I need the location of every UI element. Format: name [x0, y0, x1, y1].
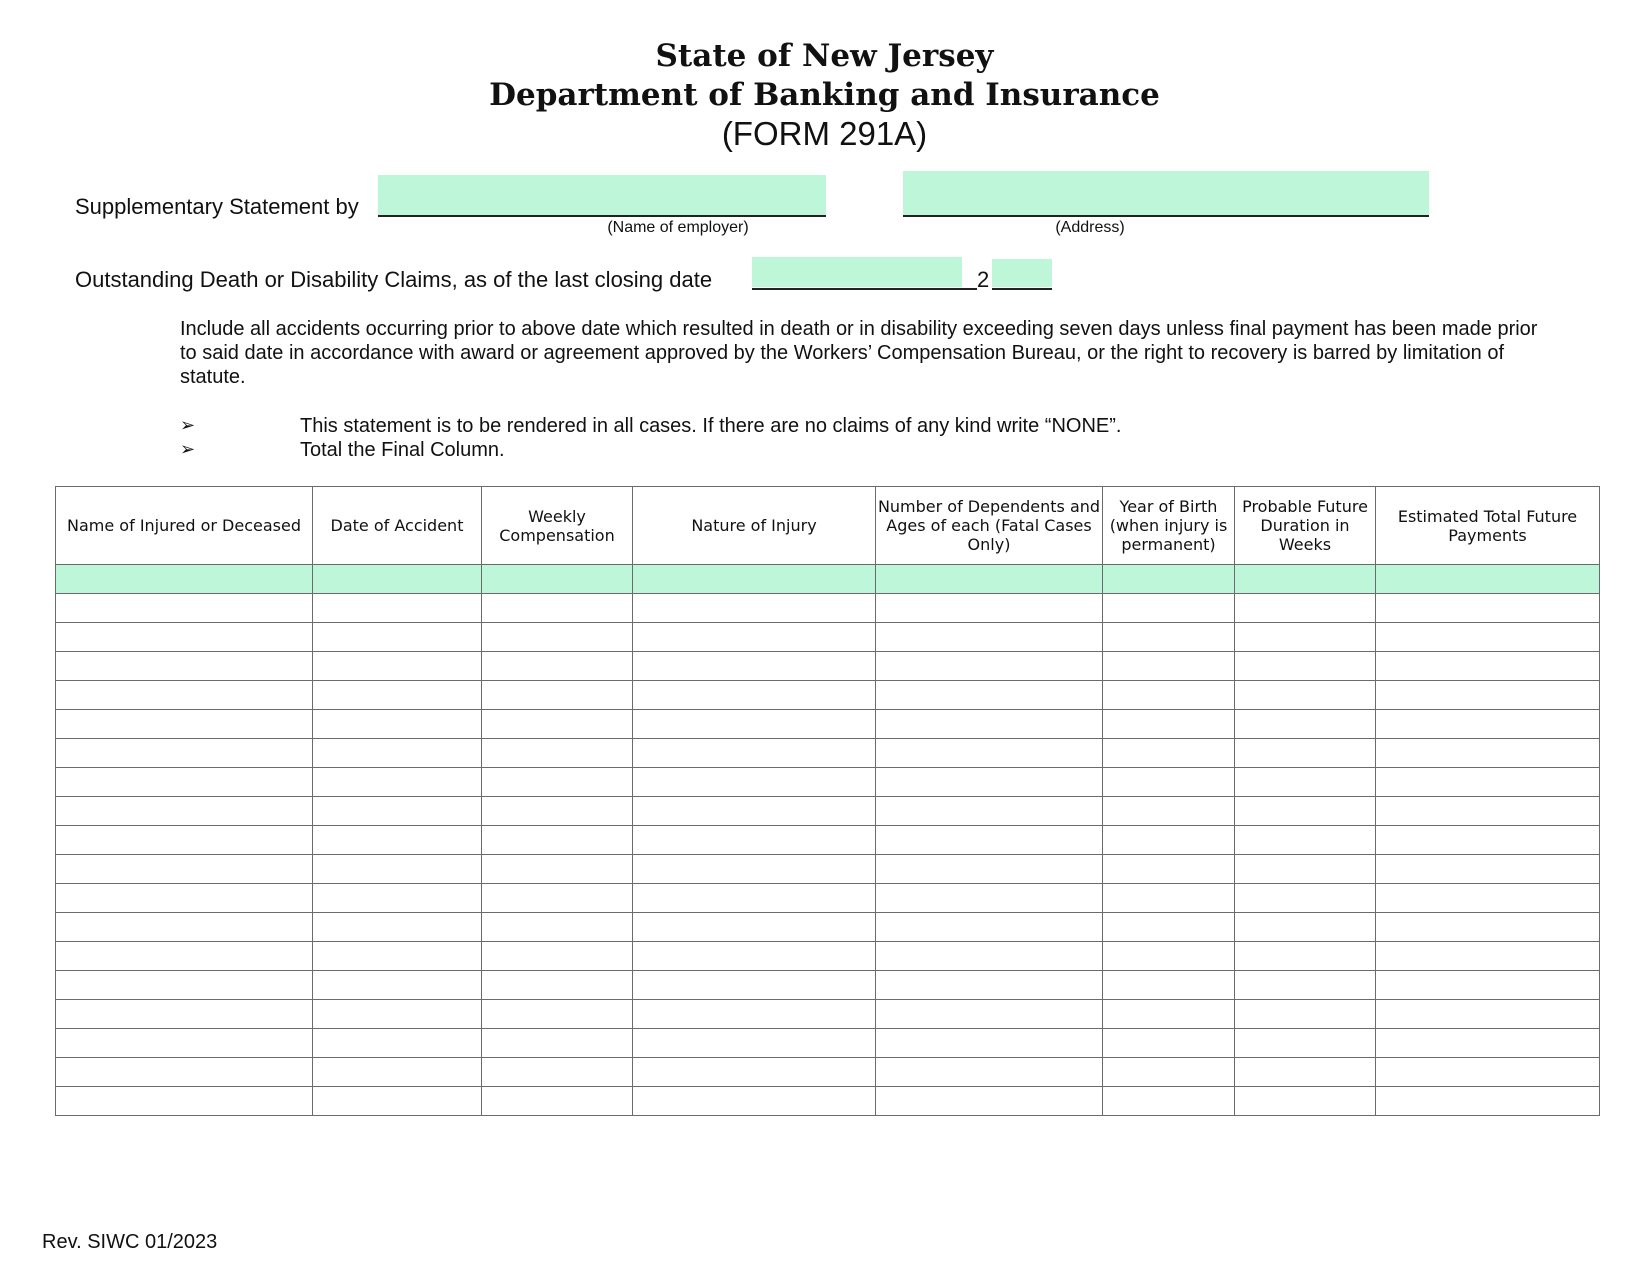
table-cell[interactable] [1376, 623, 1600, 652]
table-cell[interactable] [482, 652, 633, 681]
table-row [56, 884, 1600, 913]
table-cell[interactable] [1103, 1000, 1235, 1029]
table-cell[interactable] [876, 913, 1103, 942]
table-cell[interactable] [876, 826, 1103, 855]
table-cell[interactable] [1376, 1058, 1600, 1087]
table-cell[interactable] [1103, 884, 1235, 913]
col-header-name: Name of Injured or Deceased [56, 487, 313, 565]
table-cell[interactable] [1376, 855, 1600, 884]
table-cell[interactable] [56, 826, 313, 855]
table-cell[interactable] [1376, 565, 1600, 594]
revision-label: Rev. SIWC 01/2023 [42, 1231, 218, 1253]
table-cell[interactable] [876, 710, 1103, 739]
table-cell[interactable] [313, 739, 482, 768]
table-cell[interactable] [633, 681, 876, 710]
col-header-date: Date of Accident [313, 487, 482, 565]
table-cell[interactable] [633, 565, 876, 594]
table-cell[interactable] [633, 1087, 876, 1116]
table-cell[interactable] [633, 971, 876, 1000]
table-cell[interactable] [56, 710, 313, 739]
table-cell[interactable] [1103, 739, 1235, 768]
table-cell[interactable] [1235, 913, 1376, 942]
table-cell[interactable] [876, 1029, 1103, 1058]
table-cell[interactable] [313, 623, 482, 652]
closing-date-underline [752, 288, 977, 290]
claims-table [55, 486, 1600, 1116]
table-cell[interactable] [633, 1000, 876, 1029]
table-cell[interactable] [313, 1087, 482, 1116]
outstanding-label: Outstanding Death or Disability Claims, as of the last closing date [75, 267, 713, 292]
table-cell[interactable] [482, 594, 633, 623]
table-cell[interactable] [313, 855, 482, 884]
table-cell[interactable] [633, 1029, 876, 1058]
table-cell[interactable] [876, 797, 1103, 826]
table-cell[interactable] [313, 768, 482, 797]
table-cell[interactable] [56, 884, 313, 913]
table-cell[interactable] [482, 826, 633, 855]
table-cell[interactable] [1103, 1029, 1235, 1058]
table-cell[interactable] [56, 623, 313, 652]
table-cell[interactable] [482, 623, 633, 652]
table-cell[interactable] [313, 681, 482, 710]
table-cell[interactable] [482, 681, 633, 710]
table-cell[interactable] [56, 913, 313, 942]
col-header-dependents: Number of Dependents and Ages of each (Fatal Cases Only) [876, 487, 1103, 565]
table-row [56, 565, 1600, 594]
table-cell[interactable] [482, 739, 633, 768]
table-cell[interactable] [56, 797, 313, 826]
form-number: (FORM 291A) [721, 115, 928, 152]
table-cell[interactable] [313, 652, 482, 681]
table-cell[interactable] [1235, 565, 1376, 594]
table-cell[interactable] [1235, 1058, 1376, 1087]
table-cell[interactable] [56, 1058, 313, 1087]
table-cell[interactable] [1376, 913, 1600, 942]
table-cell[interactable] [1376, 739, 1600, 768]
table-row [56, 623, 1600, 652]
statement-label: Supplementary Statement by [75, 194, 359, 219]
table-cell[interactable] [1235, 826, 1376, 855]
table-cell[interactable] [1235, 768, 1376, 797]
col-header-birth-year: Year of Birth (when injury is permanent) [1103, 487, 1235, 565]
table-cell[interactable] [1376, 594, 1600, 623]
table-row [56, 913, 1600, 942]
table-cell[interactable] [1103, 971, 1235, 1000]
table-cell[interactable] [1103, 1087, 1235, 1116]
table-cell[interactable] [1235, 855, 1376, 884]
table-cell[interactable] [1103, 1058, 1235, 1087]
table-cell[interactable] [482, 884, 633, 913]
table-row [56, 739, 1600, 768]
col-header-duration: Probable Future Duration in Weeks [1235, 487, 1376, 565]
table-cell[interactable] [1103, 826, 1235, 855]
table-cell[interactable] [1103, 913, 1235, 942]
table-cell[interactable] [482, 1058, 633, 1087]
table-cell[interactable] [482, 1029, 633, 1058]
table-cell[interactable] [56, 971, 313, 1000]
table-row [56, 826, 1600, 855]
table-cell[interactable] [1376, 1029, 1600, 1058]
table-header-row [56, 487, 1600, 565]
table-cell[interactable] [876, 884, 1103, 913]
table-cell[interactable] [56, 681, 313, 710]
table-cell[interactable] [313, 942, 482, 971]
table-cell[interactable] [1103, 681, 1235, 710]
table-cell[interactable] [1235, 681, 1376, 710]
table-cell[interactable] [1376, 826, 1600, 855]
table-cell[interactable] [876, 681, 1103, 710]
table-cell[interactable] [876, 739, 1103, 768]
bullet-text: Total the Final Column. [300, 439, 505, 461]
table-cell[interactable] [1235, 739, 1376, 768]
form-title-department: Department of Banking and Insurance [489, 77, 1160, 113]
table-cell[interactable] [482, 710, 633, 739]
table-cell[interactable] [1376, 797, 1600, 826]
table-cell[interactable] [56, 739, 313, 768]
table-cell[interactable] [1376, 1000, 1600, 1029]
table-cell[interactable] [1376, 710, 1600, 739]
arrow-bullet-icon: ➢ [180, 415, 196, 435]
instructions-paragraph: Include all accidents occurring prior to above date which resulted in death or in disability exceeding seven days unless final payment has been made prior to said date in accordance with award or agreement approved by the Workers’ Compensation Bureau, or the right to recovery is barred by limitation of statute. [180, 318, 1538, 388]
table-cell[interactable] [313, 565, 482, 594]
table-cell[interactable] [1235, 652, 1376, 681]
table-cell[interactable] [876, 855, 1103, 884]
table-cell[interactable] [313, 971, 482, 1000]
table-cell[interactable] [313, 1058, 482, 1087]
table-cell[interactable] [1103, 855, 1235, 884]
table-cell[interactable] [633, 710, 876, 739]
table-cell[interactable] [876, 1087, 1103, 1116]
table-row [56, 1000, 1600, 1029]
table-cell[interactable] [482, 855, 633, 884]
table-cell[interactable] [56, 768, 313, 797]
table-cell[interactable] [1376, 768, 1600, 797]
address-field[interactable] [903, 171, 1429, 217]
table-cell[interactable] [1235, 971, 1376, 1000]
table-cell[interactable] [482, 797, 633, 826]
table-cell[interactable] [1235, 710, 1376, 739]
table-cell[interactable] [56, 942, 313, 971]
table-cell[interactable] [876, 768, 1103, 797]
table-row [56, 1087, 1600, 1116]
table-cell[interactable] [1103, 594, 1235, 623]
table-cell[interactable] [1376, 681, 1600, 710]
table-cell[interactable] [482, 971, 633, 1000]
table-row [56, 594, 1600, 623]
form-title-state: State of New Jersey [655, 38, 994, 74]
table-cell[interactable] [876, 652, 1103, 681]
table-cell[interactable] [633, 739, 876, 768]
table-cell[interactable] [1376, 971, 1600, 1000]
table-cell[interactable] [1235, 884, 1376, 913]
table-cell[interactable] [633, 826, 876, 855]
table-cell[interactable] [482, 942, 633, 971]
table-cell[interactable] [633, 594, 876, 623]
table-cell[interactable] [482, 1000, 633, 1029]
table-cell[interactable] [482, 913, 633, 942]
table-row [56, 971, 1600, 1000]
employer-caption: (Name of employer) [607, 219, 749, 236]
table-cell[interactable] [1235, 1000, 1376, 1029]
table-cell[interactable] [633, 1058, 876, 1087]
table-cell[interactable] [1376, 652, 1600, 681]
table-cell[interactable] [1235, 594, 1376, 623]
table-cell[interactable] [56, 1000, 313, 1029]
table-cell[interactable] [1235, 942, 1376, 971]
col-header-weekly-comp: Weekly Compensation [482, 487, 633, 565]
table-cell[interactable] [1103, 942, 1235, 971]
table-cell[interactable] [633, 623, 876, 652]
table-cell[interactable] [633, 855, 876, 884]
table-cell[interactable] [1235, 1029, 1376, 1058]
table-cell[interactable] [482, 768, 633, 797]
table-cell[interactable] [313, 710, 482, 739]
closing-year-underline [992, 288, 1052, 290]
table-row [56, 1029, 1600, 1058]
table-row [56, 797, 1600, 826]
address-caption: (Address) [1055, 219, 1125, 236]
table-cell[interactable] [876, 942, 1103, 971]
table-cell[interactable] [633, 797, 876, 826]
table-cell[interactable] [56, 1029, 313, 1058]
table-row [56, 710, 1600, 739]
table-cell[interactable] [1103, 652, 1235, 681]
table-cell[interactable] [1235, 797, 1376, 826]
year-prefix: 2 [977, 267, 990, 292]
arrow-bullet-icon: ➢ [180, 439, 196, 459]
table-cell[interactable] [876, 565, 1103, 594]
table-cell[interactable] [313, 797, 482, 826]
table-cell[interactable] [1103, 623, 1235, 652]
table-cell[interactable] [876, 594, 1103, 623]
table-cell[interactable] [633, 652, 876, 681]
table-cell[interactable] [1103, 565, 1235, 594]
table-row [56, 942, 1600, 971]
table-cell[interactable] [1235, 623, 1376, 652]
table-cell[interactable] [633, 768, 876, 797]
table-cell[interactable] [876, 1058, 1103, 1087]
table-cell[interactable] [482, 1087, 633, 1116]
col-header-nature: Nature of Injury [633, 487, 876, 565]
table-cell[interactable] [56, 652, 313, 681]
table-cell[interactable] [56, 594, 313, 623]
address-underline [903, 215, 1429, 217]
table-row [56, 768, 1600, 797]
col-header-total-payments: Estimated Total Future Payments [1376, 487, 1600, 565]
table-cell[interactable] [1103, 797, 1235, 826]
employer-underline [378, 215, 826, 217]
table-row [56, 652, 1600, 681]
table-cell[interactable] [313, 884, 482, 913]
table-cell[interactable] [313, 1000, 482, 1029]
table-cell[interactable] [1103, 710, 1235, 739]
table-row [56, 855, 1600, 884]
table-row [56, 681, 1600, 710]
table-cell[interactable] [313, 913, 482, 942]
table-cell[interactable] [633, 942, 876, 971]
table-cell[interactable] [876, 1000, 1103, 1029]
table-cell[interactable] [56, 1087, 313, 1116]
table-cell[interactable] [1376, 942, 1600, 971]
table-cell[interactable] [56, 565, 313, 594]
table-cell[interactable] [313, 1029, 482, 1058]
bullet-text: This statement is to be rendered in all cases. If there are no claims of any kind write “NONE”. [300, 415, 1122, 437]
table-cell[interactable] [1235, 1087, 1376, 1116]
table-cell[interactable] [876, 623, 1103, 652]
closing-date-field[interactable] [752, 257, 962, 287]
table-cell[interactable] [482, 565, 633, 594]
table-cell[interactable] [1376, 1087, 1600, 1116]
table-cell[interactable] [633, 913, 876, 942]
closing-year-field[interactable] [992, 259, 1052, 287]
table-cell[interactable] [876, 971, 1103, 1000]
table-cell[interactable] [1376, 884, 1600, 913]
table-cell[interactable] [633, 884, 876, 913]
table-cell[interactable] [1103, 768, 1235, 797]
table-cell[interactable] [313, 594, 482, 623]
table-row [56, 1058, 1600, 1087]
employer-name-field[interactable] [378, 175, 826, 217]
table-cell[interactable] [56, 855, 313, 884]
table-cell[interactable] [313, 826, 482, 855]
